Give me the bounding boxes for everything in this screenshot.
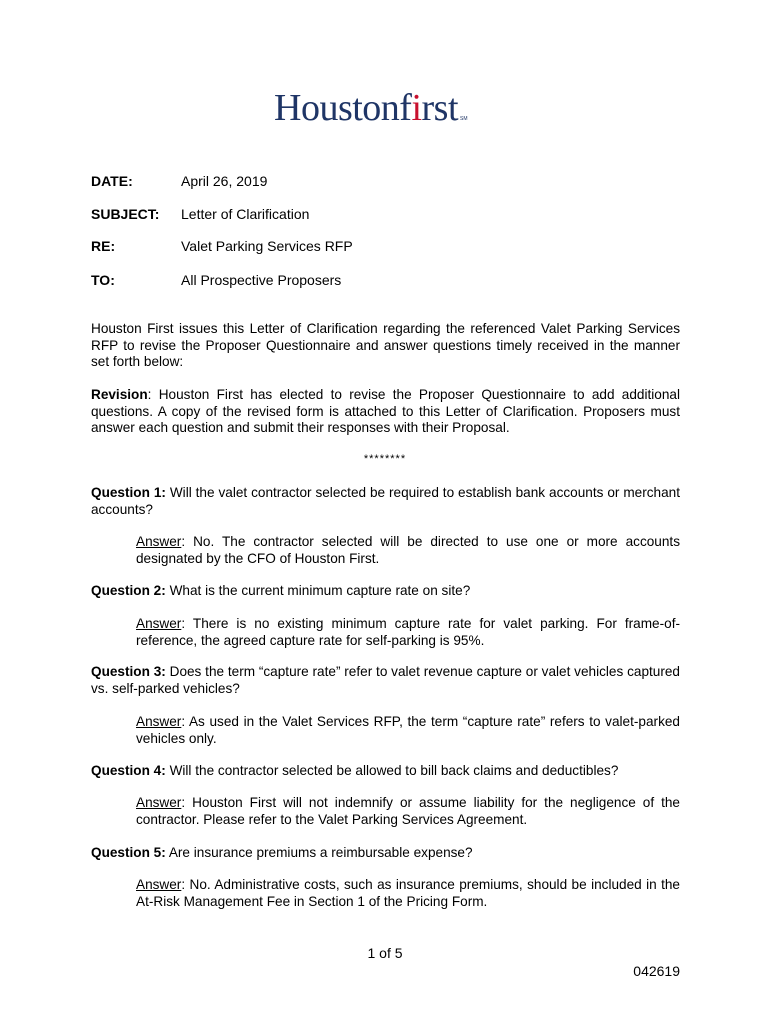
- revision-paragraph: Revision: Houston First has elected to revise the Proposer Questionnaire to add additional questions. A copy of the revised form is attached to this Letter of Clarification. Proposers must answer each question and submit their responses with their Proposal.: [91, 387, 680, 435]
- answer-4: Answer: Houston First will not indemnify or assume liability for the negligence of the contractor. Please refer to the Valet Parking Services Agreement.: [136, 795, 680, 827]
- question-label: Question 1: [91, 485, 162, 500]
- date-label: DATE: [91, 173, 129, 189]
- intro-paragraph: Houston First issues this Letter of Clarification regarding the referenced Valet Parking Services RFP to revise the Proposer Questionnaire and answer questions timely received in the manner set forth below:: [91, 321, 680, 369]
- separator: ********: [363, 453, 407, 465]
- answer-5: Answer: No. Administrative costs, such as insurance premiums, should be included in the At-Risk Management Fee in Section 1 of the Pricing Form.: [136, 877, 680, 909]
- question-4: Question 4: Will the contractor selected be allowed to bill back claims and deductibles?: [91, 763, 619, 778]
- question-label: Question 2: [91, 583, 162, 598]
- question-text: Does the term “capture rate” refer to valet revenue capture or valet vehicles captured vs. self-parked vehicles?: [91, 664, 680, 696]
- answer-label: Answer: [136, 795, 182, 810]
- subject-value: Letter of Clarification: [181, 206, 310, 222]
- question-text: Will the valet contractor selected be required to establish bank accounts or merchant accounts?: [91, 485, 680, 517]
- subject-row: SUBJECT: Letter of Clarification: [91, 206, 310, 222]
- re-row: RE: Valet Parking Services RFP: [91, 238, 353, 254]
- question-3: Question 3: Does the term “capture rate” refer to valet revenue capture or valet vehicles captured vs. self-parked vehicles?: [91, 664, 680, 696]
- document-code: 042619: [633, 963, 680, 979]
- question-text: What is the current minimum capture rate on site?: [169, 583, 471, 598]
- re-label: RE: [91, 238, 111, 254]
- houstonfirst-logo: Houstonfirst SM: [274, 87, 468, 129]
- answer-text: No. Administrative costs, such as insurance premiums, should be included in the At-Risk Management Fee in Section 1 of the Pricing Form.: [136, 877, 680, 909]
- question-text: Are insurance premiums a reimbursable expense?: [168, 845, 473, 860]
- to-value: All Prospective Proposers: [181, 272, 342, 288]
- answer-label: Answer: [136, 616, 182, 631]
- date-row: DATE: April 26, 2019: [91, 173, 268, 189]
- date-value: April 26, 2019: [181, 173, 268, 189]
- to-row: TO: All Prospective Proposers: [91, 272, 342, 288]
- question-text: Will the contractor selected be allowed to bill back claims and deductibles?: [169, 763, 619, 778]
- question-2: Question 2: What is the current minimum capture rate on site?: [91, 583, 471, 598]
- question-1: Question 1: Will the valet contractor selected be required to establish bank accounts or merchant accounts?: [91, 485, 680, 517]
- answer-text: No. The contractor selected will be directed to use one or more accounts designated by the CFO of Houston First.: [136, 534, 680, 566]
- answer-text: There is no existing minimum capture rate for valet parking. For frame-of-reference, the agreed capture rate for self-parking is 95%.: [136, 616, 681, 648]
- question-5: Question 5: Are insurance premiums a reimbursable expense?: [91, 845, 473, 860]
- answer-1: Answer: No. The contractor selected will be directed to use one or more accounts designated by the CFO of Houston First.: [136, 534, 680, 566]
- question-label: Question 5: [91, 845, 162, 860]
- answer-text: Houston First will not indemnify or assume liability for the negligence of the contractor. Please refer to the Valet Parking Services Agreement.: [136, 795, 680, 827]
- to-label: TO: [91, 272, 111, 288]
- revision-label: Revision: [91, 387, 148, 402]
- answer-3: Answer: As used in the Valet Services RFP, the term “capture rate” refers to valet-parked vehicles only.: [136, 714, 680, 746]
- answer-label: Answer: [136, 714, 182, 729]
- answer-label: Answer: [136, 534, 182, 549]
- answer-2: Answer: There is no existing minimum capture rate for valet parking. For frame-of-reference, the agreed capture rate for self-parking is 95%.: [136, 616, 681, 648]
- page-number: 1 of 5: [367, 945, 403, 961]
- re-value: Valet Parking Services RFP: [181, 238, 353, 254]
- answer-text: As used in the Valet Services RFP, the term “capture rate” refers to valet-parked vehicles only.: [136, 714, 680, 746]
- answer-label: Answer: [136, 877, 182, 892]
- question-label: Question 4: [91, 763, 162, 778]
- revision-text: Houston First has elected to revise the Proposer Questionnaire to add additional questions. A copy of the revised form is attached to this Letter of Clarification. Proposers must answer each question and submit their responses with their Proposal.: [91, 387, 680, 435]
- subject-label: SUBJECT: [91, 206, 155, 222]
- question-label: Question 3: [91, 664, 162, 679]
